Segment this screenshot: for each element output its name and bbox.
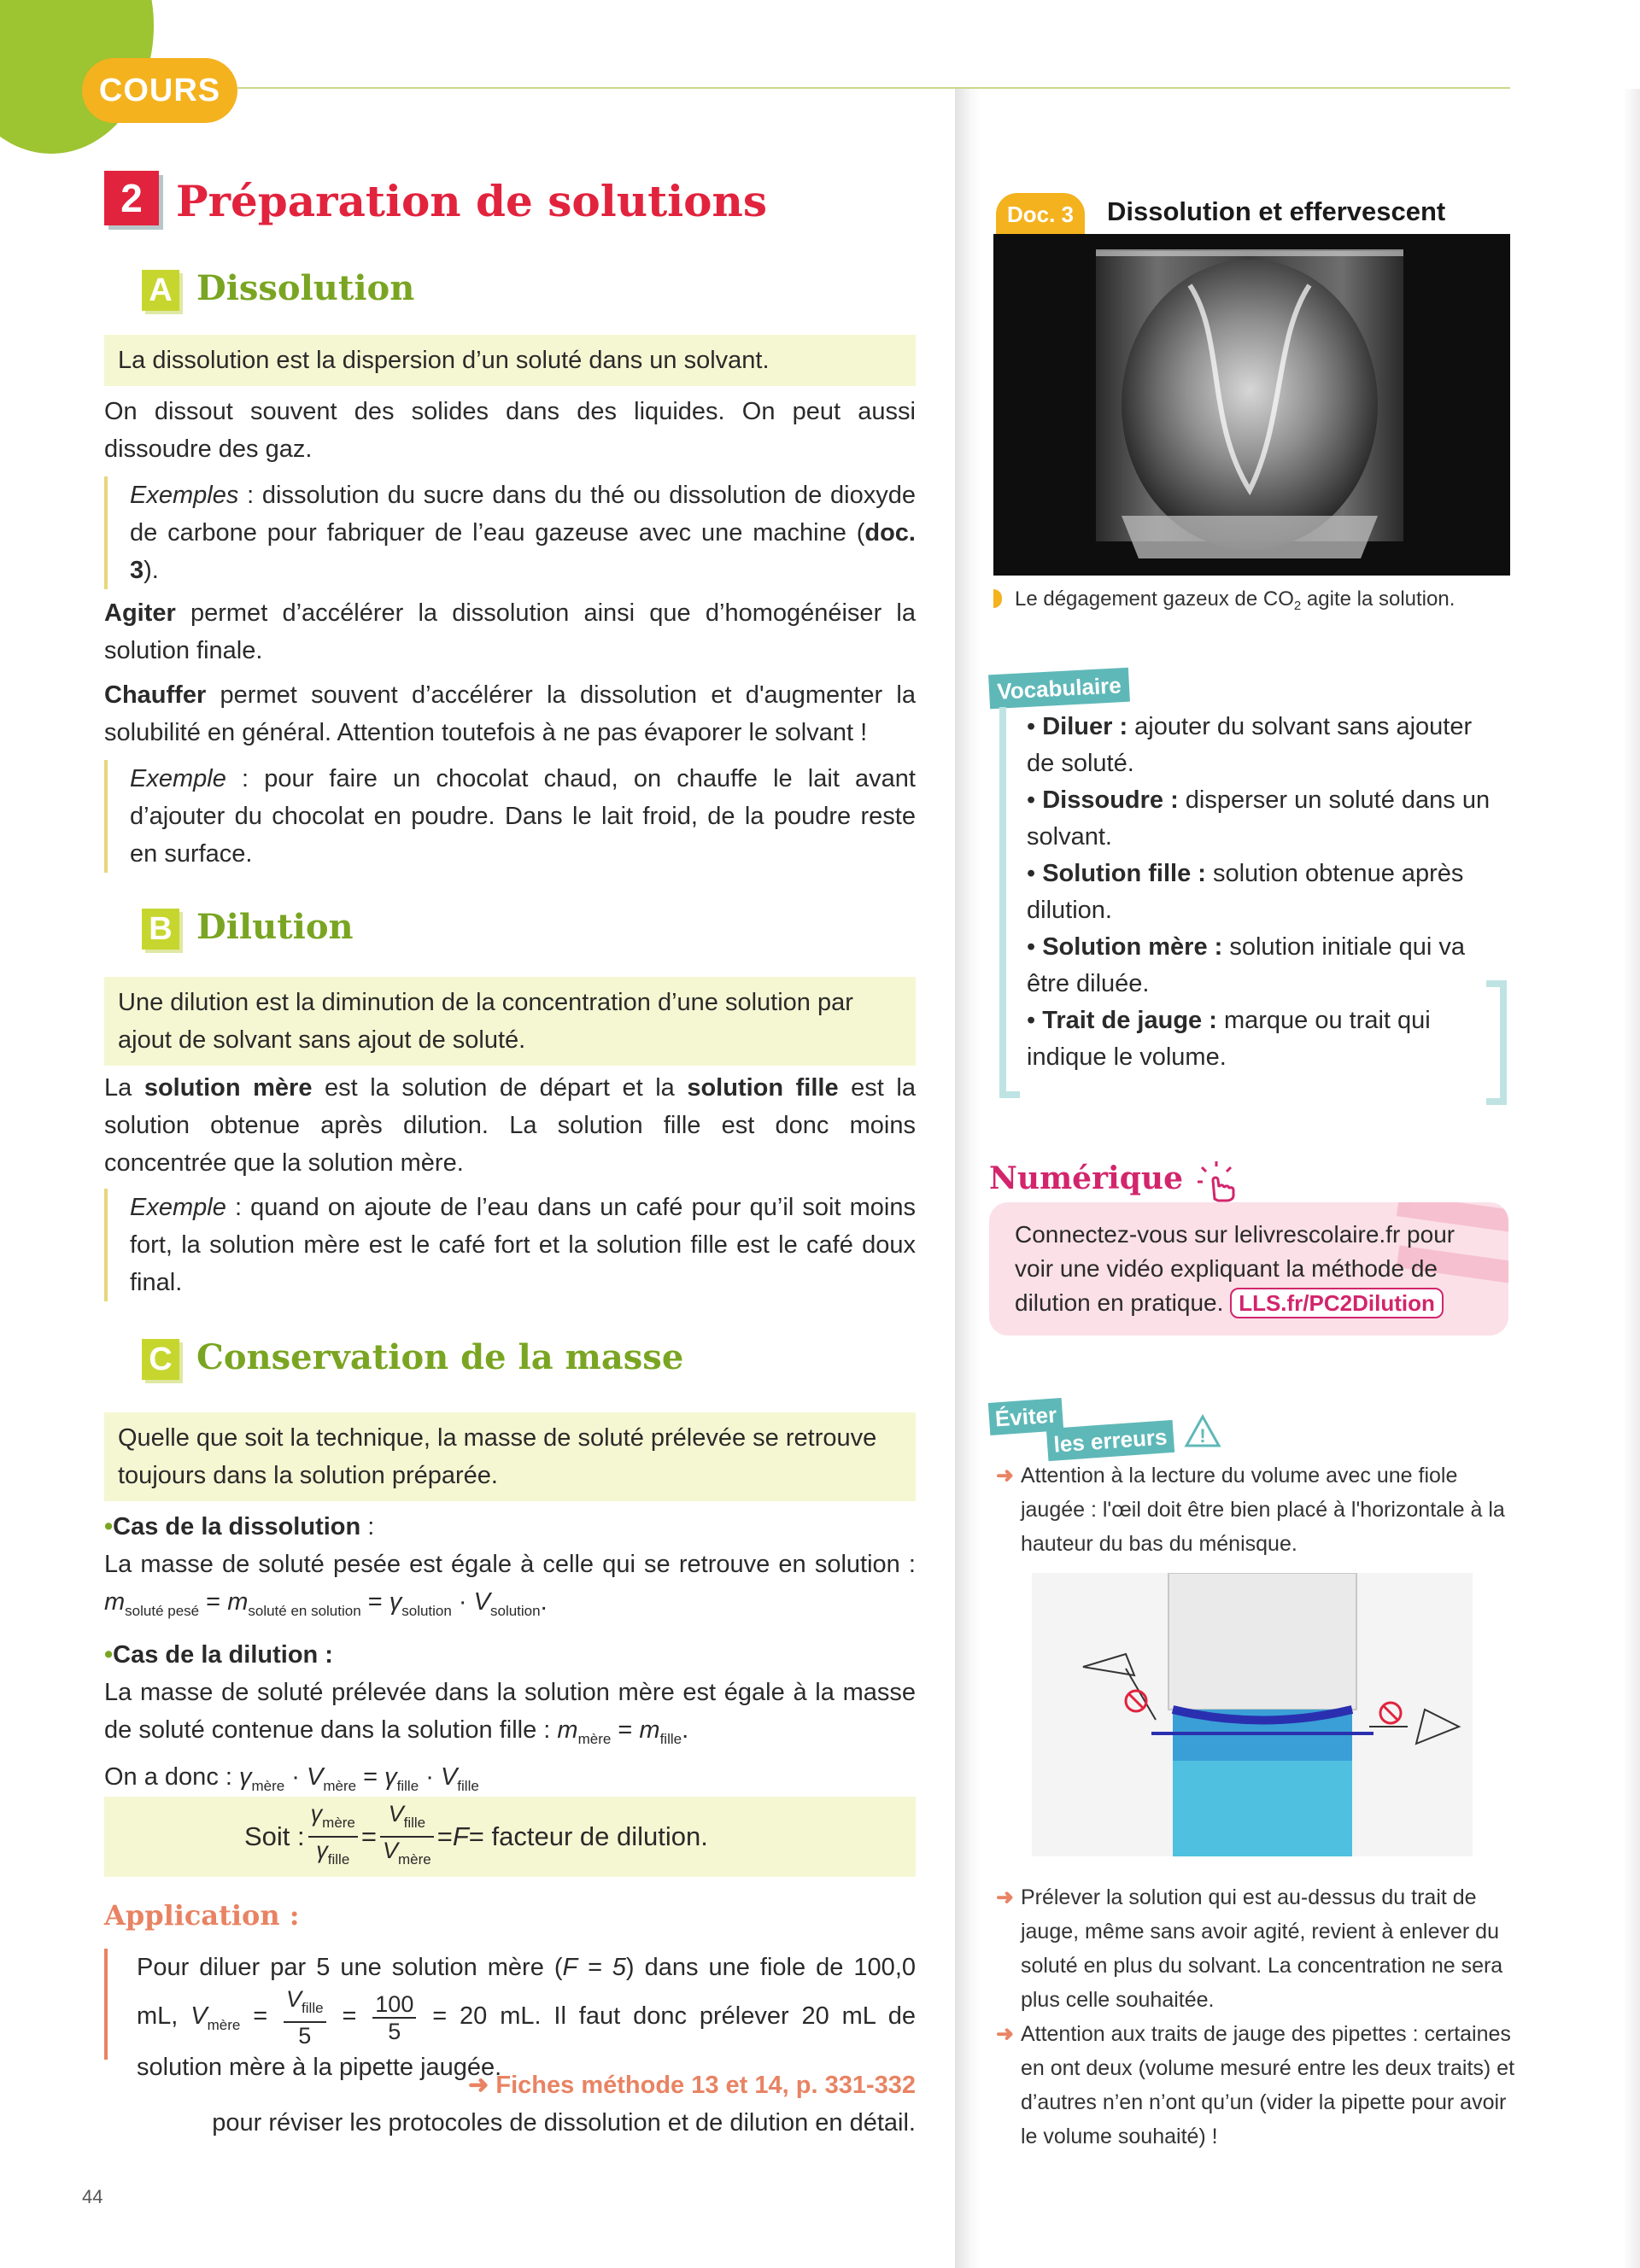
definition-dissolution: La dissolution est la dispersion d’un soluté dans un solvant.	[104, 335, 916, 386]
error-item-1	[996, 1458, 1517, 1561]
photo-caption	[1015, 587, 1455, 613]
result-text: = 20 mL. Il faut donc prélever 20 mL de solution mère à la pipette jaugée.	[137, 2002, 916, 2081]
fiche-methode-link[interactable]: ➜ Fiches méthode 13 et 14, p. 331-332	[468, 2072, 916, 2099]
example-label: Exemples	[130, 482, 239, 509]
symbol-gamma: γ	[389, 1588, 402, 1616]
click-hand-icon	[1194, 1160, 1245, 1202]
paragraph-chauffer	[104, 676, 916, 751]
section-title: Préparation de solutions	[176, 176, 768, 226]
vocab-term: Dissoudre :	[1042, 786, 1179, 814]
equals: =	[611, 1716, 640, 1744]
symbol-f: F	[452, 1821, 469, 1851]
symbol-v: V	[388, 1801, 404, 1827]
application-title: Application :	[104, 1899, 300, 1932]
subscript: mère	[251, 1778, 285, 1794]
symbol-v: V	[190, 2002, 208, 2031]
soit-label: Soit :	[244, 1821, 305, 1851]
case-text: La masse de soluté pesée est égale à celle qui se retrouve en solution :	[104, 1551, 916, 1578]
subscript: fille	[327, 1851, 350, 1868]
section-number: 2	[104, 171, 159, 225]
error-item-3	[996, 2017, 1517, 2154]
right-page-edge	[1623, 89, 1640, 2268]
numerique-title	[989, 1160, 1245, 1202]
equals: =	[356, 1763, 385, 1791]
error-text: Prélever la solution qui est au-dessus du trait de jauge, même sans avoir agité, revient à enlever du soluté en plus du solvant. La concentration ne sera plus celle souhaitée.	[1020, 1885, 1503, 2012]
symbol-m: m	[557, 1716, 578, 1744]
term-solution-mere: solution mère	[144, 1074, 313, 1102]
doc-title: Dissolution et effervescent	[1107, 196, 1446, 226]
numerique-box	[989, 1202, 1508, 1336]
example-text: : pour faire un chocolat chaud, on chauffe le lait avant d’ajouter du chocolat en poudre. Dans le lait froid, de la poudre reste en surface.	[130, 765, 916, 868]
paragraph-agiter	[104, 594, 916, 669]
term-solution-fille: solution fille	[687, 1074, 839, 1102]
caption-marker	[993, 589, 1002, 608]
header-rule	[237, 87, 1510, 89]
symbol-gamma: γ	[239, 1763, 252, 1791]
subscript: soluté en solution	[248, 1603, 361, 1619]
denominator: 5	[298, 2023, 312, 2049]
error-text: Attention aux traits de jauge des pipettes : certaines en ont deux (volume mesuré entre les deux traits) et d’autres n’en n’ont qu’un (vider la pipette pour avoir le volume souhaité) !	[1020, 2022, 1515, 2148]
vocab-term: Diluer :	[1042, 713, 1128, 740]
meniscus-illustration	[1032, 1573, 1473, 1856]
chauffer-text: permet souvent d’accélérer la dissolution et d'augmenter la solubilité en général. Attention toutefois à ne pas évaporer le solvant !	[104, 681, 916, 746]
example-label: Exemple	[130, 765, 226, 792]
paragraph-solutions	[104, 1069, 916, 1182]
fiche-reference	[104, 2066, 916, 2142]
caption-text: agite la solution.	[1301, 587, 1456, 611]
subscript: mère	[322, 1815, 355, 1831]
case-dissolution	[104, 1508, 916, 1630]
page-number: 44	[82, 2186, 103, 2207]
subsection-title-dilution: Dilution	[196, 907, 354, 947]
text: est la solution obtenue après dilution. La solution fille est donc moins concentrée que la solution mère.	[104, 1074, 916, 1177]
vocabulaire-tab: Vocabulaire	[988, 668, 1130, 710]
equals: =	[436, 1821, 453, 1851]
example-dissolution	[104, 476, 916, 589]
arrow-icon: ➜	[996, 2022, 1014, 2046]
fraction-gamma	[308, 1801, 358, 1873]
symbol-v: V	[473, 1588, 490, 1616]
caption-text: Le dégagement gazeux de CO	[1015, 587, 1294, 611]
doc-reference: doc. 3	[130, 519, 916, 584]
symbol-m: m	[104, 1588, 126, 1616]
numerique-label: Numérique	[989, 1160, 1183, 1196]
text: La	[104, 1074, 144, 1102]
vocab-def: solution initiale qui va être diluée.	[1027, 933, 1466, 997]
eviter-tab: Éviter	[988, 1398, 1063, 1435]
example-chocolat	[104, 760, 916, 873]
arrow-icon: ➜	[996, 1464, 1014, 1488]
vocab-term: Trait de jauge :	[1042, 1007, 1217, 1034]
period: .	[540, 1588, 548, 1616]
error-text: Attention à la lecture du volume avec une fiole jaugée : l'œil doit être bien placé à l'horizontale à la hauteur du bas du ménisque.	[1020, 1464, 1505, 1556]
equals: =	[360, 1588, 390, 1616]
onadonc: On a donc :	[104, 1763, 239, 1791]
vocab-def: disperser un soluté dans un solvant.	[1027, 786, 1491, 850]
subsection-title-conservation: Conservation de la masse	[196, 1337, 684, 1377]
times: ·	[451, 1588, 474, 1616]
f-equals: F = 5	[562, 1954, 626, 1981]
case-title: Cas de la dissolution	[113, 1513, 361, 1540]
symbol-gamma: γ	[384, 1763, 397, 1791]
subsection-title-dissolution: Dissolution	[196, 268, 415, 308]
example-text: : quand on ajoute de l’eau dans un café pour qu’il soit moins fort, la solution mère est le café fort et la solution fille est le café doux final.	[130, 1194, 916, 1296]
svg-text:!: !	[1199, 1425, 1206, 1447]
subscript: fille	[396, 1778, 419, 1794]
subsection-letter-b: B	[142, 909, 179, 950]
subscript: mère	[207, 2017, 241, 2034]
term-agiter: Agiter	[104, 599, 176, 627]
lls-link[interactable]: LLS.fr/PC2Dilution	[1230, 1288, 1444, 1318]
times: ·	[284, 1763, 308, 1791]
les-erreurs-tab: les erreurs	[1046, 1420, 1174, 1461]
definition-dilution: Une dilution est la diminution de la concentration d’une solution par ajout de solvant sans ajout de soluté.	[104, 977, 916, 1066]
vocab-item: • Diluer : ajouter du solvant sans ajouter de soluté.	[1027, 713, 1473, 777]
formula-box	[104, 1797, 916, 1877]
subscript: solution	[489, 1603, 541, 1619]
vocab-item: • Solution mère : solution initiale qui va être diluée.	[1027, 933, 1466, 997]
fraction-vfille-5	[284, 1986, 326, 2049]
vocabulaire-list	[1027, 709, 1495, 1076]
bullet-icon: •	[104, 1513, 114, 1540]
symbol-m: m	[227, 1588, 249, 1616]
facteur-text: = facteur de dilution.	[468, 1821, 708, 1851]
application-text: Pour diluer par 5 une solution mère (F = 5) dans une fiole de 100,0 mL, $V_{mère}$ = $\frac{V_{fille}}{5}$ = $\frac{100}{5}$ = 20 mL. Il faut donc prélever 20 mL de solution mère à la pipette jaugée.	[104, 1949, 916, 2060]
definition-conservation: Quelle que soit la technique, la masse de soluté prélevée se retrouve toujours dans la solution préparée.	[104, 1412, 916, 1501]
vocab-def: marque ou trait qui indique le volume.	[1027, 1007, 1431, 1071]
numerique-text: Connectez-vous sur lelivrescolaire.fr pour voir une vidéo expliquant la méthode de dilution en pratique.	[1015, 1221, 1456, 1316]
arrow-icon: ➜	[996, 1885, 1014, 1909]
example-text: : dissolution du sucre dans du thé ou dissolution de dioxyde de carbone pour fabriquer de l’eau gazeuse avec une machine (	[130, 482, 916, 547]
example-end: ).	[144, 557, 159, 584]
vocab-item: • Dissoudre : disperser un soluté dans un solvant.	[1027, 786, 1491, 850]
symbol-m: m	[639, 1716, 660, 1744]
period: .	[682, 1716, 689, 1744]
bullet-icon: •	[104, 1641, 114, 1669]
fiche-methode-text: pour réviser les protocoles de dissolution et de dilution en détail.	[212, 2109, 916, 2136]
times: ·	[419, 1763, 441, 1791]
subscript: mère	[577, 1731, 612, 1747]
subscript: fille	[403, 1815, 426, 1831]
subscript: soluté pesé	[125, 1603, 200, 1619]
subscript: 2	[1293, 599, 1302, 613]
subscript: fille	[302, 2000, 324, 2016]
vocab-term: Solution mère :	[1042, 933, 1223, 961]
error-item-2	[996, 1880, 1517, 2017]
colon: :	[360, 1513, 375, 1540]
subscript: fille	[659, 1731, 682, 1747]
page-gutter	[955, 89, 981, 2268]
subscript: mère	[323, 1778, 357, 1794]
fraction-100-5	[372, 1991, 416, 2044]
vocab-term: Solution fille :	[1042, 860, 1206, 887]
vocab-item: • Trait de jauge : marque ou trait qui indique le volume.	[1027, 1007, 1431, 1071]
numerator: 100	[372, 1991, 416, 2019]
doc-tab: Doc. 3	[996, 193, 1085, 236]
fraction-volume	[380, 1801, 434, 1873]
denominator: 5	[388, 2018, 401, 2044]
symbol-gamma: γ	[310, 1801, 323, 1827]
example-cafe	[104, 1189, 916, 1301]
text: est la solution de départ et la	[312, 1074, 688, 1102]
agiter-text: permet d’accélérer la dissolution ainsi que d’homogénéiser la solution finale.	[104, 599, 916, 664]
text: ) dans une fiole de 100,0 mL,	[137, 1954, 916, 2031]
subscript: fille	[457, 1778, 479, 1794]
symbol-v: V	[307, 1763, 324, 1791]
vocab-bracket-left	[999, 707, 1020, 1098]
vocab-item: • Solution fille : solution obtenue après dilution.	[1027, 860, 1464, 924]
subscript: mère	[398, 1851, 431, 1868]
flask-neck-drawing	[1032, 1573, 1473, 1856]
glass-illustration	[993, 234, 1510, 576]
case-text: La masse de soluté prélevée dans la solution mère est égale à la masse de soluté contenue dans la solution fille :	[104, 1679, 916, 1744]
term-chauffer: Chauffer	[104, 681, 207, 709]
equals: =	[360, 1821, 377, 1851]
vocab-def: ajouter du solvant sans ajouter de soluté.	[1027, 713, 1473, 777]
cours-label: COURS	[82, 58, 237, 123]
subsection-letter-a: A	[142, 270, 179, 311]
subscript: solution	[401, 1603, 452, 1619]
warning-icon	[1184, 1414, 1221, 1448]
text: Pour diluer par 5 une solution mère (	[137, 1954, 563, 1981]
effervescent-photo	[993, 234, 1510, 576]
vocab-def: solution obtenue après dilution.	[1027, 860, 1464, 924]
subsection-letter-c: C	[142, 1339, 179, 1380]
case-title: Cas de la dilution :	[113, 1641, 333, 1669]
symbol-v: V	[286, 1986, 302, 2012]
example-label: Exemple	[130, 1194, 226, 1221]
equals: =	[199, 1588, 228, 1616]
symbol-v: V	[440, 1763, 458, 1791]
symbol-gamma: γ	[316, 1838, 328, 1863]
paragraph-dissolution: On dissout souvent des solides dans des liquides. On peut aussi dissoudre des gaz.	[104, 398, 916, 463]
case-dilution	[104, 1636, 916, 1805]
symbol-v: V	[383, 1838, 399, 1863]
